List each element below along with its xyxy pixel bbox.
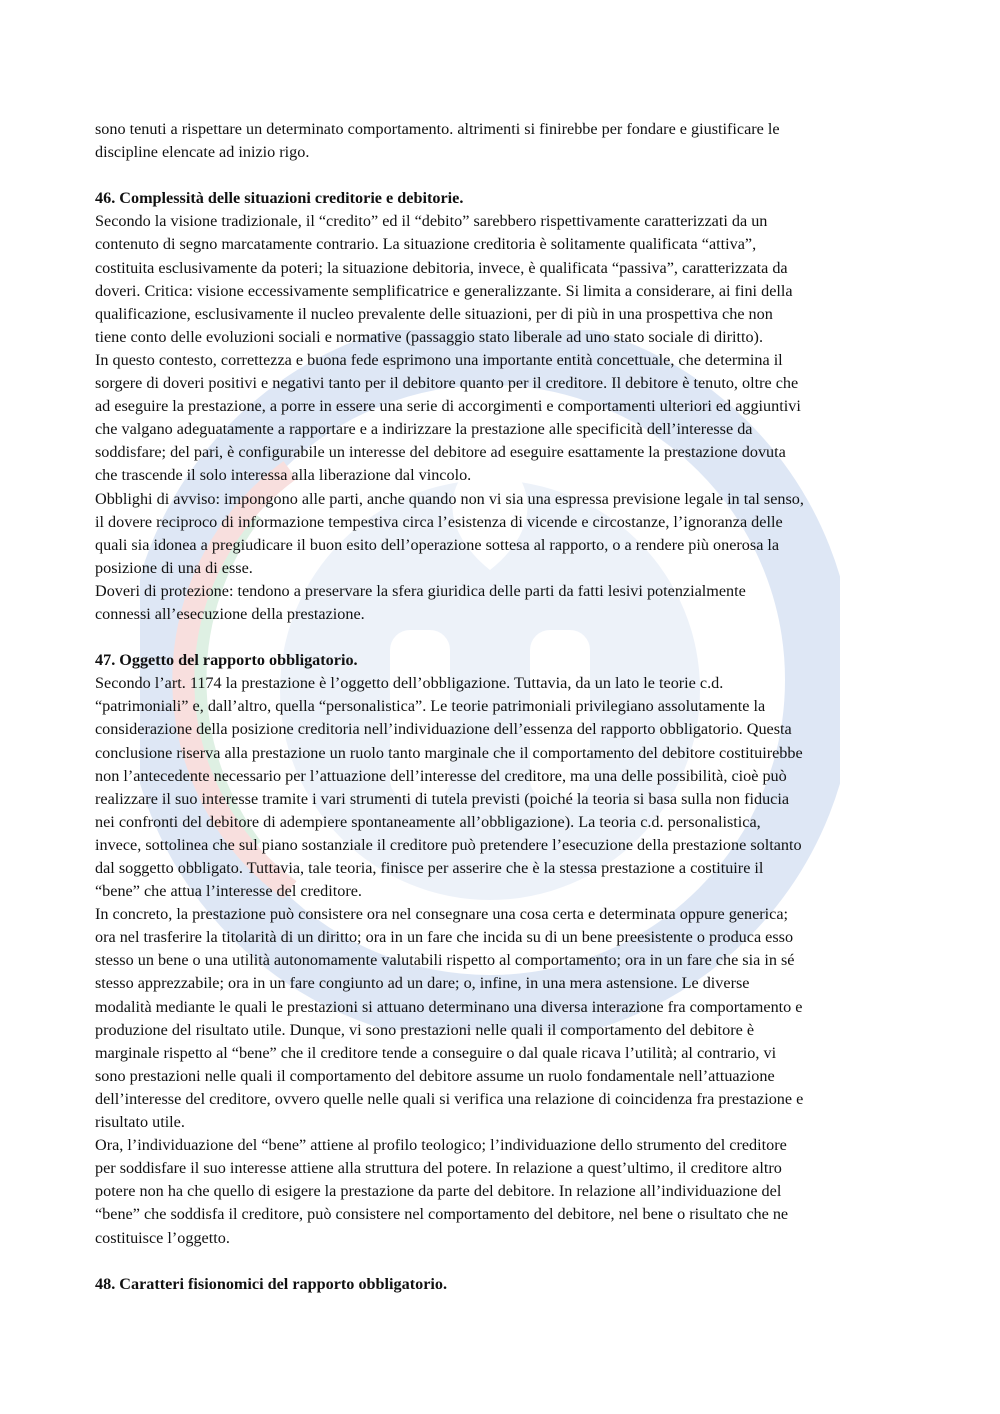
- section-46-paragraph: In questo contesto, correttezza e buona fede esprimono una importante entità concettuale, che determina il sorgere di doveri positivi e negativi tanto per il debitore quanto per il creditore. Il debitore è tenuto, oltre che ad eseguire la prestazione, a porre in essere una serie di accorgimenti e comportamenti ulteriori ed aggiuntivi che valgano adeguatamente a rapportare e a indirizzare la prestazione alle specificità dell’interesse da soddisfare; del pari, è configurabile un interesse del debitore ad eseguire esattamente la prestazione dovuta che trascende il solo interessa alla liberazione dal vincolo.: [95, 350, 801, 485]
- section-47-paragraph: In concreto, la prestazione può consistere ora nel consegnare una cosa certa e determinata oppure generica; ora nel trasferire la titolarità di un diritto; ora in un fare che incida su di un bene preesistente o produca esso stesso un bene o una utilità autonomamente valutabili rispetto al comportamento; ora in un fare che sia in sé stesso apprezzabile; ora in un fare congiunto ad un dare; o, infine, in una mera astensione. Le diverse modalità mediante le quali le prestazioni si attuano determinano una diversa interazione fra comportamento e produzione del risultato utile. Dunque, vi sono prestazioni nelle quali il comportamento del debitore è marginale rispetto al “bene” che il creditore tende a conseguire o dal quale ricava l’utilità; al contrario, vi sono prestazioni nelle quali il comportamento del debitore assume un ruolo fondamentale nell’attuazione dell’interesse del creditore, ovvero quelle nelle quali si verifica una relazione di coincidenza fra prestazione e risultato utile.: [95, 905, 804, 1132]
- intro-paragraph: sono tenuti a rispettare un determinato comportamento. altrimenti si finirebbe per fondare e giustificare le discipline elencate ad inizio rigo.: [95, 120, 780, 162]
- section-46-paragraph: Secondo la visione tradizionale, il “credito” ed il “debito” sarebbero rispettivamente caratterizzati da un contenuto di segno marcatamente contrario. La situazione creditoria è solitamente qualificata “attiva”, costituita esclusivamente da poteri; la situazione debitoria, invece, è qualificata “passiva”, caratterizzata da doveri. Critica: visione eccessivamente semplificatrice e generalizzante. Si limita a considerare, ai fini della qualificazione, esclusivamente il nucleo prevalente delle situazioni, per di più in una prospettiva che non tiene conto delle evoluzioni sociali e normative (passaggio stato liberale ad uno stato sociale di diritto).: [95, 212, 793, 346]
- section-47-paragraph: Secondo l’art. 1174 la prestazione è l’oggetto dell’obbligazione. Tuttavia, da un lato le teorie c.d. “patrimoniali” e, dall’altro, quella “personalistica”. Le teorie patrimoniali privilegiano assolutamente la considerazione della posizione creditoria nell’individuazione dell’essenza del rapporto obbligatorio. Questa conclusione riserva alla prestazione un ruolo tanto marginale che il comportamento del debitore costituirebbe non l’antecedente necessario per l’attuazione dell’interesse del creditore, ma una delle possibilità, cioè può realizzare il suo interesse tramite i vari strumenti di tutela previsti (poiché la teoria si basa sulla non fiducia nei confronti del debitore di adempiere spontaneamente all’obbligazione). La teoria c.d. personalistica, invece, sottolinea che sul piano sostanziale il creditore può pretendere l’esecuzione della prestazione soltanto dal soggetto obbligato. Tuttavia, tale teoria, finisce per asserire che è la stessa prestazione a costituire il “bene” che attua l’interesse del creditore.: [95, 674, 803, 901]
- spacer: [95, 626, 907, 649]
- document-page: [95, 118, 907, 1296]
- section-48-heading: 48. Caratteri fisionomici del rapporto obbligatorio.: [95, 1274, 448, 1293]
- section-46-paragraph: Obblighi di avviso: impongono alle parti, anche quando non vi sia una espressa previsione legale in tal senso, il dovere reciproco di informazione tempestiva circa l’esistenza di vicende e circostanze, l’ignoranza delle quali sia idonea a pregiudicare il buon esito dell’operazione sottesa al rapporto, o a rendere più onerosa la posizione di una di esse.: [95, 489, 804, 577]
- spacer: [95, 164, 907, 187]
- section-47-heading: 47. Oggetto del rapporto obbligatorio.: [95, 651, 358, 670]
- section-46-paragraph: Doveri di protezione: tendono a preservare la sfera giuridica delle parti da fatti lesivi potenzialmente connessi all’esecuzione della prestazione.: [95, 581, 746, 623]
- spacer: [95, 1250, 907, 1273]
- section-46-heading: 46. Complessità delle situazioni creditorie e debitorie.: [95, 189, 464, 208]
- section-47-paragraph: Ora, l’individuazione del “bene” attiene al profilo teologico; l’individuazione dello strumento del creditore per soddisfare il suo interesse attiene alla struttura del potere. In relazione a quest’ultimo, il creditore altro potere non ha che quello di esigere la prestazione da parte del debitore. In relazione all’individuazione del “bene” che soddisfa il creditore, può consistere nel comportamento del debitore, nel bene o risultato che ne costituisce l’oggetto.: [95, 1136, 789, 1247]
